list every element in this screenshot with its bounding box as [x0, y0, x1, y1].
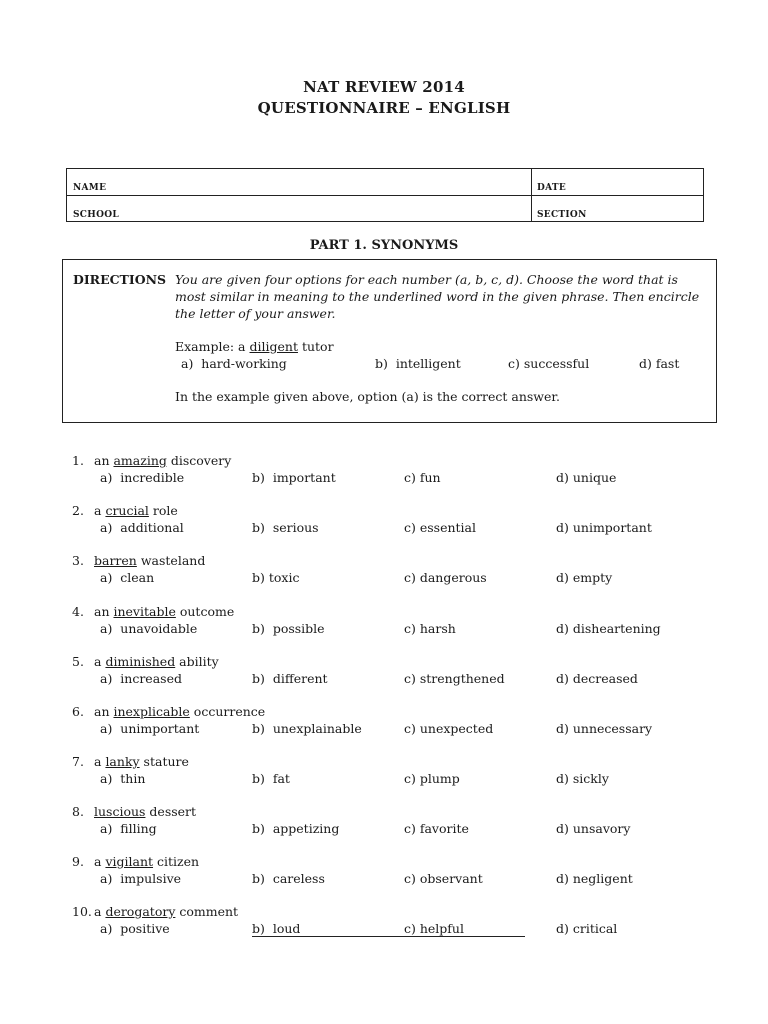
answer-options	[0, 771, 768, 789]
answer-options	[0, 671, 768, 689]
example-phrase	[175, 339, 334, 354]
answer-option-d[interactable]: d) disheartening	[556, 621, 661, 636]
answer-option-c[interactable]: c) essential	[404, 520, 476, 535]
answer-option-b[interactable]: b) possible	[252, 621, 325, 636]
question-item	[0, 453, 768, 489]
answer-option-c[interactable]: c) fun	[404, 470, 441, 485]
answer-option-b[interactable]: b) loud	[252, 921, 301, 936]
answer-option-b[interactable]: b) serious	[252, 520, 319, 535]
answer-option-c[interactable]: c) strengthened	[404, 671, 505, 686]
question-stem	[72, 553, 205, 568]
question-number: 3.	[72, 553, 84, 568]
answer-option-d[interactable]: d) decreased	[556, 671, 638, 686]
question-number: 2.	[72, 503, 84, 518]
student-info-table	[66, 168, 704, 222]
example-note: In the example given above, option (a) is the correct answer.	[175, 389, 560, 404]
answer-option-b[interactable]: b) different	[252, 671, 328, 686]
underlined-word: vigilant	[105, 854, 154, 869]
answer-option-c[interactable]: c) plump	[404, 771, 460, 786]
question-item	[0, 804, 768, 840]
question-prefix: an	[94, 453, 114, 468]
answer-options	[0, 871, 768, 889]
question-number: 4.	[72, 604, 84, 619]
answer-options	[0, 520, 768, 538]
question-stem	[72, 804, 196, 819]
answer-option-d[interactable]: d) unsavory	[556, 821, 631, 836]
answer-option-c[interactable]: c) helpful	[404, 921, 464, 936]
answer-option-c[interactable]: c) favorite	[404, 821, 469, 836]
question-stem	[72, 503, 178, 518]
answer-option-a[interactable]: a) additional	[100, 520, 184, 535]
section-label: SECTION	[537, 210, 587, 220]
answer-option-c[interactable]: c) observant	[404, 871, 483, 886]
date-label: DATE	[537, 183, 567, 193]
question-stem	[72, 654, 219, 669]
question-item	[0, 704, 768, 740]
answer-options	[0, 570, 768, 588]
question-item	[0, 503, 768, 539]
question-number: 6.	[72, 704, 84, 719]
question-stem	[72, 704, 265, 719]
info-row-school	[67, 196, 703, 223]
underlined-word: derogatory	[105, 904, 176, 919]
question-number: 5.	[72, 654, 84, 669]
question-prefix: a	[94, 854, 106, 869]
info-row-name	[67, 169, 703, 196]
question-item	[0, 654, 768, 690]
horizontal-rule	[252, 936, 525, 937]
underlined-word: diminished	[105, 654, 176, 669]
directions-text: You are given four options for each number (a, b, c, d). Choose the word that is most similar in meaning to the underlined word in the given phrase. Then encircle the letter of your answer.	[175, 272, 700, 321]
question-prefix: a	[94, 503, 106, 518]
answer-options	[0, 821, 768, 839]
question-stem	[72, 754, 189, 769]
answer-option-d[interactable]: d) unimportant	[556, 520, 652, 535]
example-option-a: a) hard-working	[181, 356, 287, 371]
info-table-divider	[531, 169, 532, 221]
directions-label: DIRECTIONS	[73, 272, 167, 287]
answer-option-a[interactable]: a) unavoidable	[100, 621, 198, 636]
example-option-d: d) fast	[639, 356, 680, 371]
question-prefix: a	[94, 654, 106, 669]
answer-option-a[interactable]: a) incredible	[100, 470, 185, 485]
answer-option-c[interactable]: c) unexpected	[404, 721, 494, 736]
underlined-word: amazing	[113, 453, 167, 468]
answer-option-d[interactable]: d) negligent	[556, 871, 633, 886]
question-number: 8.	[72, 804, 84, 819]
underlined-word: crucial	[105, 503, 149, 518]
answer-option-a[interactable]: a) thin	[100, 771, 146, 786]
question-suffix: discovery	[166, 453, 232, 468]
answer-option-a[interactable]: a) impulsive	[100, 871, 182, 886]
question-number: 10.	[72, 904, 92, 919]
question-stem	[72, 904, 238, 919]
question-item	[0, 904, 768, 940]
answer-option-b[interactable]: b) fat	[252, 771, 290, 786]
question-suffix: wasteland	[136, 553, 206, 568]
answer-option-c[interactable]: c) dangerous	[404, 570, 487, 585]
question-prefix: a	[94, 754, 106, 769]
question-suffix: outcome	[175, 604, 235, 619]
example-option-c: c) successful	[508, 356, 590, 371]
example-prefix: Example: a	[175, 339, 250, 354]
question-stem	[72, 854, 199, 869]
answer-option-a[interactable]: a) filling	[100, 821, 157, 836]
answer-option-b[interactable]: b) careless	[252, 871, 325, 886]
answer-option-d[interactable]: d) unnecessary	[556, 721, 653, 736]
answer-option-c[interactable]: c) harsh	[404, 621, 456, 636]
question-number: 9.	[72, 854, 84, 869]
example-underlined-word: diligent	[249, 339, 298, 354]
question-suffix: comment	[175, 904, 239, 919]
underlined-word: lanky	[105, 754, 140, 769]
part-title: PART 1. SYNONYMS	[309, 238, 459, 253]
question-suffix: stature	[139, 754, 189, 769]
question-prefix: a	[94, 904, 106, 919]
question-number: 1.	[72, 453, 84, 468]
document-subtitle: QUESTIONNAIRE – ENGLISH	[257, 99, 511, 117]
question-suffix: role	[148, 503, 178, 518]
question-stem	[72, 604, 234, 619]
underlined-word: inevitable	[113, 604, 176, 619]
document-title: NAT REVIEW 2014	[303, 78, 465, 96]
question-item	[0, 854, 768, 890]
example-option-b: b) intelligent	[375, 356, 461, 371]
answer-option-a[interactable]: a) positive	[100, 921, 170, 936]
answer-option-d[interactable]: d) unique	[556, 470, 617, 485]
question-suffix: dessert	[145, 804, 197, 819]
answer-option-d[interactable]: d) sickly	[556, 771, 609, 786]
example-options	[181, 356, 701, 374]
question-suffix: citizen	[153, 854, 200, 869]
question-suffix: ability	[175, 654, 219, 669]
name-label: NAME	[73, 183, 107, 193]
answer-option-b[interactable]: b) appetizing	[252, 821, 340, 836]
answer-options	[0, 621, 768, 639]
underlined-word: luscious	[94, 804, 146, 819]
answer-option-b[interactable]: b) important	[252, 470, 336, 485]
school-label: SCHOOL	[73, 210, 119, 220]
question-prefix: an	[94, 604, 114, 619]
answer-option-d[interactable]: d) empty	[556, 570, 613, 585]
question-item	[0, 754, 768, 790]
underlined-word: barren	[94, 553, 137, 568]
question-stem	[72, 453, 231, 468]
question-item	[0, 553, 768, 589]
answer-option-b[interactable]: b) unexplainable	[252, 721, 362, 736]
question-suffix: occurrence	[189, 704, 266, 719]
answer-option-d[interactable]: d) critical	[556, 921, 618, 936]
answer-option-b[interactable]: b) toxic	[252, 570, 300, 585]
example-suffix: tutor	[297, 339, 334, 354]
answer-options	[0, 470, 768, 488]
question-prefix: an	[94, 704, 114, 719]
underlined-word: inexplicable	[113, 704, 190, 719]
answer-option-a[interactable]: a) unimportant	[100, 721, 200, 736]
answer-option-a[interactable]: a) increased	[100, 671, 182, 686]
directions-box	[62, 259, 717, 423]
answer-option-a[interactable]: a) clean	[100, 570, 155, 585]
question-item	[0, 604, 768, 640]
question-number: 7.	[72, 754, 84, 769]
answer-options	[0, 721, 768, 739]
